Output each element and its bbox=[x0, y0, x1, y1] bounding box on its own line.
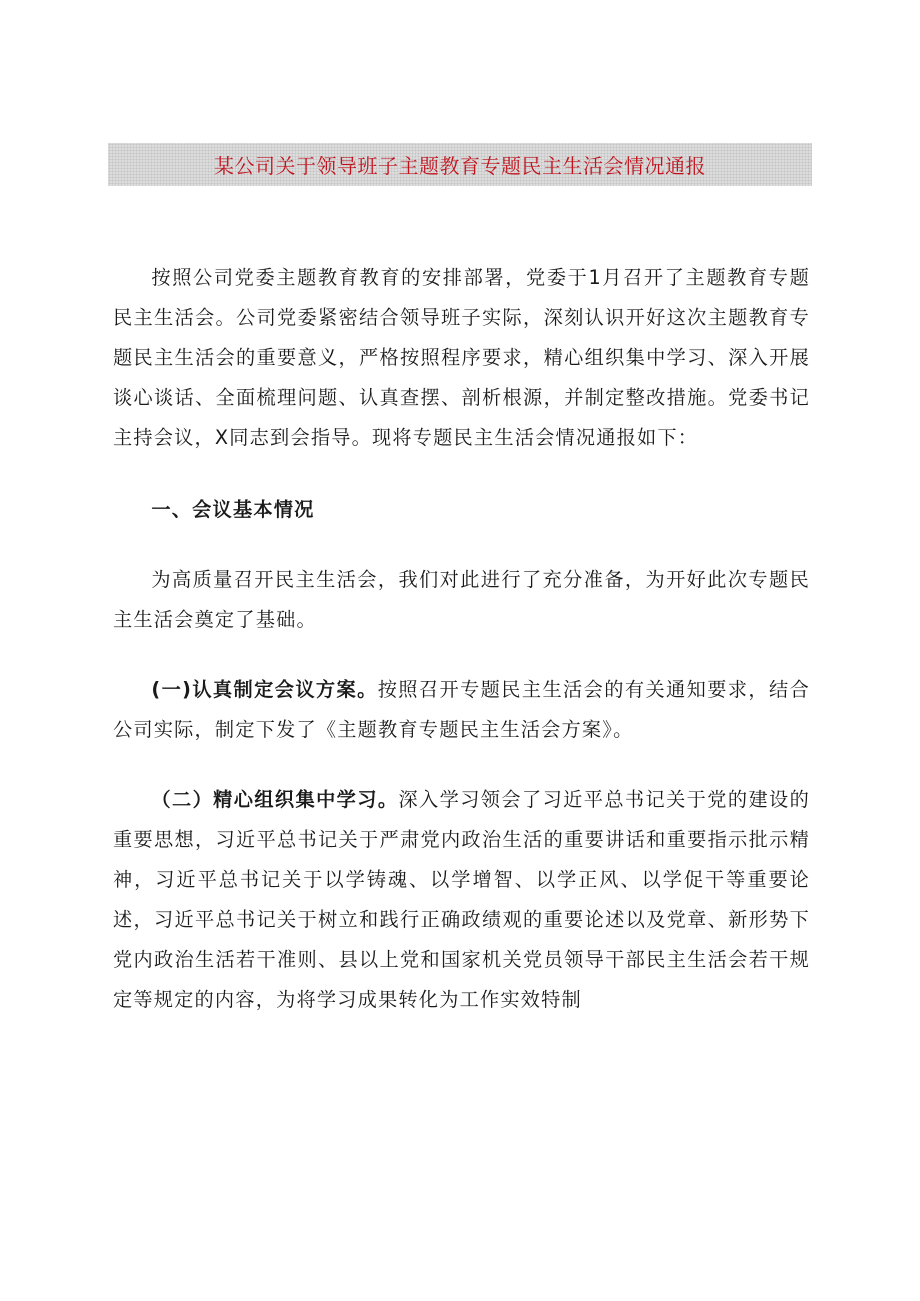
item-text-2: 深入学习领会了习近平总书记关于党的建设的重要思想，习近平总书记关于严肃党内政治生活的重要讲话和重要指示批示精神，习近平总书记关于以学铸魂、以学增智、以学正风、以学促干等重要论述，习近平总书记关于树立和践行正确政绩观的重要论述以及党章、新形势下党内政治生活若干准则、县以上党和国家机关党员领导干部民主生活会若干规定等规定的内容，为将学习成果转化为工作实效特制 bbox=[113, 788, 811, 1011]
item-lead-1: (一)认真制定会议方案。 bbox=[151, 678, 378, 701]
section-heading: 一、会议基本情况 bbox=[151, 498, 315, 521]
document-title: 某公司关于领导班子主题教育专题民主生活会情况通报 bbox=[214, 154, 706, 178]
section-intro-paragraph: 为高质量召开民主生活会，我们对此进行了充分准备，为开好此次专题民主生活会奠定了基础。 bbox=[113, 568, 810, 631]
item-paragraph-1 bbox=[113, 670, 810, 750]
item-lead-2: （二）精心组织集中学习。 bbox=[151, 788, 399, 811]
intro-paragraph: 按照公司党委主题教育教育的安排部署，党委于1月召开了主题教育专题民主生活会。公司党委紧密结合领导班子实际，深刻认识开好这次主题教育专题民主生活会的重要意义，严格按照程序要求，精心组织集中学习、深入开展谈心谈话、全面梳理问题、认真查摆、剖析根源，并制定整改措施。党委书记主持会议，X同志到会指导。现将专题民主生活会情况通报如下： bbox=[113, 266, 810, 449]
title-banner bbox=[108, 143, 812, 186]
item-paragraph-2 bbox=[113, 780, 810, 1020]
document-body bbox=[113, 258, 810, 1020]
item-text-1: 按照召开专题民主生活会的有关通知要求，结合公司实际，制定下发了《主题教育专题民主生活会方案》。 bbox=[113, 678, 810, 741]
